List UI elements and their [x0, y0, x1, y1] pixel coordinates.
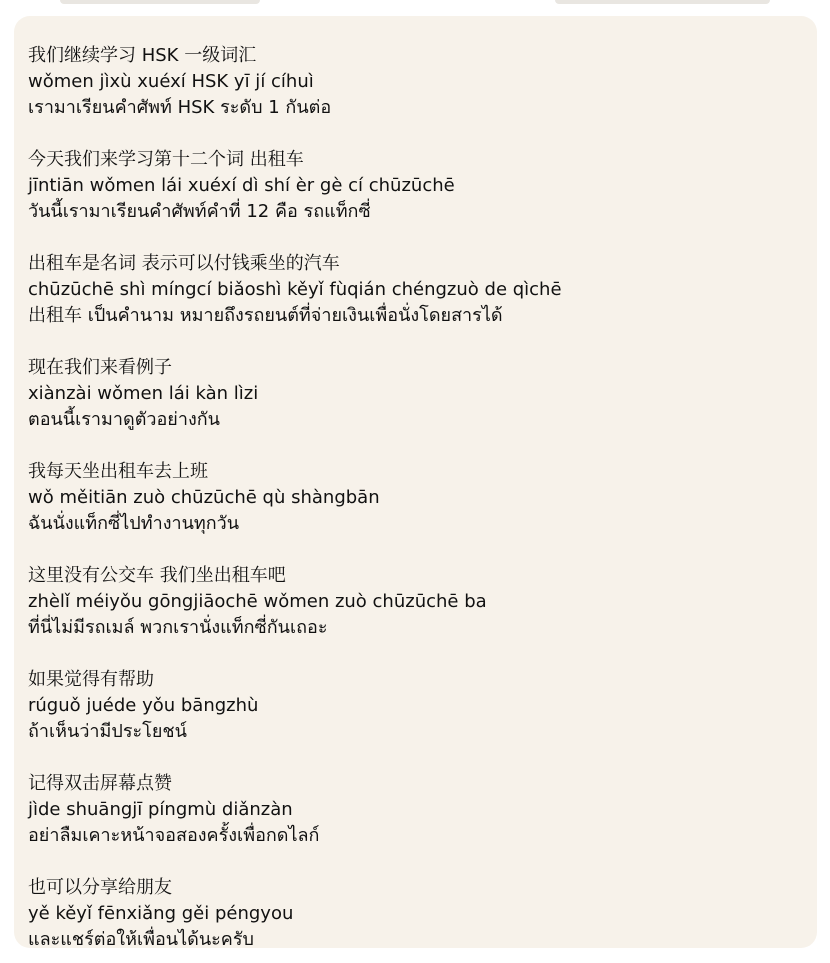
lesson-text-card: [14, 16, 817, 948]
lesson-block: [28, 355, 817, 433]
pinyin-line: jīntiān wǒmen lái xuéxí dì shí èr gè cí chūzūchē: [28, 175, 455, 196]
lesson-block: [28, 43, 817, 121]
chinese-line: 如果觉得有帮助: [28, 669, 154, 690]
pinyin-line: wǒmen jìxù xuéxí HSK yī jí cíhuì: [28, 71, 314, 92]
pinyin-line: jìde shuāngjī píngmù diǎnzàn: [28, 799, 293, 820]
chinese-line: 出租车是名词 表示可以付钱乘坐的汽车: [28, 253, 340, 274]
thai-line: อย่าลืมเคาะหน้าจอสองครั้งเพื่อกดไลก์: [28, 825, 320, 846]
thai-line: 出租车 เป็นคำนาม หมายถึงรถยนต์ที่จ่ายเงินเพื่อนั่งโดยสารได้: [28, 305, 503, 326]
pinyin-line: xiànzài wǒmen lái kàn lìzi: [28, 383, 259, 404]
lesson-block: [28, 459, 817, 537]
lesson-block: [28, 251, 817, 329]
chinese-line: 记得双击屏幕点赞: [28, 773, 172, 794]
lesson-block: [28, 771, 817, 849]
pinyin-line: yě kěyǐ fēnxiǎng gěi péngyou: [28, 903, 294, 924]
thai-line: และแชร์ต่อให้เพื่อนได้นะครับ: [28, 929, 254, 950]
chinese-line: 现在我们来看例子: [28, 357, 172, 378]
pinyin-line: chūzūchē shì míngcí biǎoshì kěyǐ fùqián chéngzuò de qìchē: [28, 279, 562, 300]
thai-line: วันนี้เรามาเรียนคำศัพท์คำที่ 12 คือ รถแท็กซี่: [28, 201, 371, 222]
thai-line: ที่นี่ไม่มีรถเมล์ พวกเรานั่งแท็กซี่กันเถอะ: [28, 617, 328, 638]
thai-line: ถ้าเห็นว่ามีประโยชน์: [28, 721, 187, 742]
lesson-block: [28, 147, 817, 225]
chinese-line: 这里没有公交车 我们坐出租车吧: [28, 565, 286, 586]
chinese-line: 我每天坐出租车去上班: [28, 461, 208, 482]
thai-line: ฉันนั่งแท็กซี่ไปทำงานทุกวัน: [28, 513, 240, 534]
lesson-block: [28, 875, 817, 953]
thai-line: ตอนนี้เรามาดูตัวอย่างกัน: [28, 409, 220, 430]
lesson-block: [28, 667, 817, 745]
pinyin-line: rúguǒ juéde yǒu bāngzhù: [28, 695, 259, 716]
thai-line: เรามาเรียนคำศัพท์ HSK ระดับ 1 กันต่อ: [28, 97, 332, 118]
top-edge-left: [60, 0, 260, 4]
pinyin-line: zhèlǐ méiyǒu gōngjiāochē wǒmen zuò chūzūchē ba: [28, 591, 487, 612]
top-edge-right: [555, 0, 770, 4]
chinese-line: 我们继续学习 HSK 一级词汇: [28, 45, 257, 66]
pinyin-line: wǒ měitiān zuò chūzūchē qù shàngbān: [28, 487, 380, 508]
chinese-line: 今天我们来学习第十二个词 出租车: [28, 149, 304, 170]
chinese-line: 也可以分享给朋友: [28, 877, 172, 898]
lesson-block: [28, 563, 817, 641]
